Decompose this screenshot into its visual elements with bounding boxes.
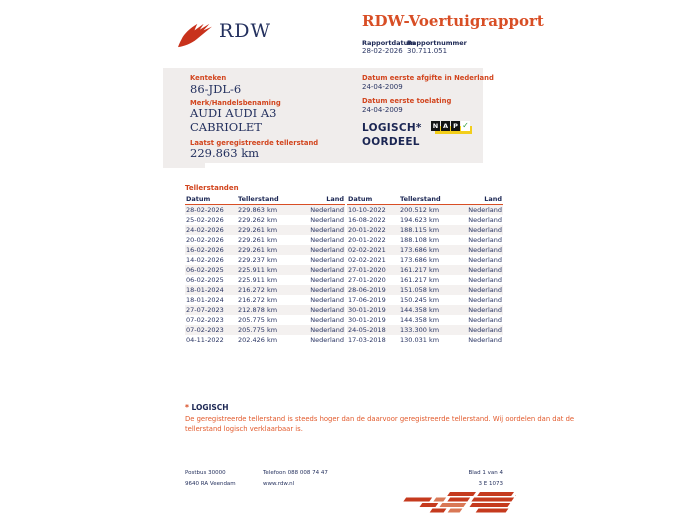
cell-datum: 02-02-2021 <box>348 246 386 254</box>
oordeel-line1: LOGISCH* <box>362 122 422 134</box>
cell-tellerstand: 150.245 km <box>400 296 440 304</box>
column-header-datum: Datum <box>186 195 211 203</box>
cell-land: Nederland <box>468 296 502 304</box>
cell-datum: 30-01-2019 <box>348 316 386 324</box>
column-header-land: Land <box>484 195 502 203</box>
tellerstanden-section-title: Tellerstanden <box>185 184 239 192</box>
table-row <box>347 255 503 265</box>
table-row <box>185 255 345 265</box>
table-body-right <box>347 205 503 345</box>
table-row <box>185 225 345 235</box>
cell-datum: 06-02-2025 <box>186 266 224 274</box>
cell-datum: 14-02-2026 <box>186 256 224 264</box>
rapportdatum-value: 28-02-2026 <box>362 47 403 55</box>
cell-datum: 28-02-2026 <box>186 206 224 214</box>
cell-tellerstand: 173.686 km <box>400 256 440 264</box>
cell-land: Nederland <box>468 256 502 264</box>
table-row <box>185 285 345 295</box>
cell-datum: 06-02-2025 <box>186 276 224 284</box>
table-row <box>347 245 503 255</box>
cell-datum: 30-01-2019 <box>348 306 386 314</box>
footer-address-line1: Postbus 30000 <box>185 470 226 476</box>
cell-tellerstand: 229.261 km <box>238 226 278 234</box>
cell-datum: 24-02-2026 <box>186 226 224 234</box>
cell-tellerstand: 151.058 km <box>400 286 440 294</box>
cell-datum: 27-07-2023 <box>186 306 224 314</box>
cell-datum: 10-10-2022 <box>348 206 386 214</box>
merk-value-line2: CABRIOLET <box>190 120 262 134</box>
cell-tellerstand: 216.272 km <box>238 296 278 304</box>
page-title: RDW-Voertuigrapport <box>362 12 544 30</box>
cell-tellerstand: 188.115 km <box>400 226 440 234</box>
cell-datum: 25-02-2026 <box>186 216 224 224</box>
cell-land: Nederland <box>310 296 344 304</box>
cell-land: Nederland <box>310 286 344 294</box>
cell-datum: 27-01-2020 <box>348 266 386 274</box>
cell-tellerstand: 205.775 km <box>238 316 278 324</box>
table-row <box>185 245 345 255</box>
footnote-title <box>185 403 229 412</box>
cell-datum: 07-02-2023 <box>186 316 224 324</box>
footer-page-number: Blad 1 van 4 <box>468 470 503 476</box>
table-row <box>185 205 345 215</box>
table-row <box>347 285 503 295</box>
kenteken-value: 86-JDL-6 <box>190 82 242 96</box>
table-row <box>185 265 345 275</box>
cell-land: Nederland <box>468 306 502 314</box>
cell-land: Nederland <box>468 266 502 274</box>
cell-land: Nederland <box>468 226 502 234</box>
tellerstanden-table-right <box>347 193 503 345</box>
cell-land: Nederland <box>468 326 502 334</box>
footer-phone: Telefoon 088 008 74 47 <box>263 470 328 476</box>
cell-tellerstand: 144.358 km <box>400 316 440 324</box>
cell-tellerstand: 229.237 km <box>238 256 278 264</box>
table-row <box>347 325 503 335</box>
table-row <box>185 305 345 315</box>
cell-tellerstand: 144.358 km <box>400 306 440 314</box>
cell-datum: 02-02-2021 <box>348 256 386 264</box>
cell-tellerstand: 161.217 km <box>400 266 440 274</box>
table-row <box>347 295 503 305</box>
nap-tile-n: N <box>432 121 439 130</box>
footer-website: www.rdw.nl <box>263 481 295 487</box>
column-header-datum: Datum <box>348 195 373 203</box>
rapportnummer-value: 30.711.051 <box>407 47 448 55</box>
table-row <box>347 235 503 245</box>
table-row <box>185 335 345 345</box>
cell-datum: 20-01-2022 <box>348 236 386 244</box>
cell-tellerstand: 205.775 km <box>238 326 278 334</box>
toelating-value: 24-04-2009 <box>362 106 403 114</box>
cell-datum: 27-01-2020 <box>348 276 386 284</box>
cell-land: Nederland <box>468 276 502 284</box>
column-header-tellerstand: Tellerstand <box>400 195 441 203</box>
tellerstanden-table-left <box>185 193 345 345</box>
laatst-tellerstand-label: Laatst geregistreerde tellerstand <box>190 139 319 147</box>
footnote-asterisk: * <box>185 403 192 412</box>
cell-land: Nederland <box>468 316 502 324</box>
table-row <box>347 215 503 225</box>
cell-tellerstand: 202.426 km <box>238 336 278 344</box>
rapportdatum-label: Rapportdatum <box>362 39 416 47</box>
cell-datum: 18-01-2024 <box>186 286 224 294</box>
table-row <box>185 275 345 285</box>
cell-land: Nederland <box>310 206 344 214</box>
cell-tellerstand: 229.262 km <box>238 216 278 224</box>
cell-tellerstand: 200.512 km <box>400 206 440 214</box>
table-row <box>185 215 345 225</box>
nap-checkmark-icon: ✓ <box>462 121 469 130</box>
kenteken-label: Kenteken <box>190 74 227 82</box>
cell-tellerstand: 225.911 km <box>238 276 278 284</box>
cell-land: Nederland <box>310 246 344 254</box>
rdw-wing-icon <box>176 23 214 48</box>
cell-land: Nederland <box>310 306 344 314</box>
cell-tellerstand: 229.863 km <box>238 206 278 214</box>
cell-datum: 17-03-2018 <box>348 336 386 344</box>
rdw-logo-text: RDW <box>219 20 272 42</box>
nap-tile-a: A <box>442 121 449 130</box>
cell-tellerstand: 130.031 km <box>400 336 440 344</box>
afgifte-label: Datum eerste afgifte in Nederland <box>362 74 494 82</box>
toelating-label: Datum eerste toelating <box>362 97 452 105</box>
table-header-row <box>347 193 503 205</box>
table-row <box>347 315 503 325</box>
merk-value-line1: AUDI AUDI A3 <box>190 106 277 120</box>
cell-tellerstand: 133.300 km <box>400 326 440 334</box>
column-header-tellerstand: Tellerstand <box>238 195 279 203</box>
cell-tellerstand: 216.272 km <box>238 286 278 294</box>
table-header-row <box>185 193 345 205</box>
cell-datum: 04-11-2022 <box>186 336 224 344</box>
cell-land: Nederland <box>468 336 502 344</box>
table-row <box>347 225 503 235</box>
cell-land: Nederland <box>310 326 344 334</box>
cell-tellerstand: 173.686 km <box>400 246 440 254</box>
nap-logo <box>431 121 475 137</box>
table-body-left <box>185 205 345 345</box>
cell-datum: 17-06-2019 <box>348 296 386 304</box>
merk-label: Merk/Handelsbenaming <box>190 99 281 107</box>
footer-form-code: 3 E 1073 <box>478 481 503 487</box>
footer-address-line2: 9640 RA Veendam <box>185 481 236 487</box>
cell-tellerstand: 212.878 km <box>238 306 278 314</box>
footnote-title-text: LOGISCH <box>191 403 229 412</box>
cell-land: Nederland <box>468 236 502 244</box>
table-row <box>347 275 503 285</box>
cell-datum: 28-06-2019 <box>348 286 386 294</box>
cell-datum: 20-02-2026 <box>186 236 224 244</box>
table-row <box>347 205 503 215</box>
cell-tellerstand: 229.261 km <box>238 236 278 244</box>
speed-stripes-graphic <box>386 492 516 514</box>
cell-tellerstand: 229.261 km <box>238 246 278 254</box>
table-row <box>185 295 345 305</box>
cell-land: Nederland <box>310 336 344 344</box>
table-row <box>347 265 503 275</box>
oordeel-line2: OORDEEL <box>362 136 420 148</box>
panel-notch <box>163 163 205 168</box>
afgifte-value: 24-04-2009 <box>362 83 403 91</box>
table-row <box>185 315 345 325</box>
footnote-line2: tellerstand logisch verklaarbaar is. <box>185 425 303 433</box>
cell-land: Nederland <box>468 206 502 214</box>
cell-land: Nederland <box>468 246 502 254</box>
cell-tellerstand: 161.217 km <box>400 276 440 284</box>
rapportnummer-label: Rapportnummer <box>407 39 467 47</box>
cell-land: Nederland <box>310 236 344 244</box>
table-row <box>185 325 345 335</box>
column-header-land: Land <box>326 195 344 203</box>
cell-land: Nederland <box>310 226 344 234</box>
nap-tile-p: P <box>451 121 460 131</box>
cell-land: Nederland <box>468 216 502 224</box>
cell-datum: 16-02-2026 <box>186 246 224 254</box>
cell-tellerstand: 188.108 km <box>400 236 440 244</box>
cell-datum: 16-08-2022 <box>348 216 386 224</box>
cell-tellerstand: 225.911 km <box>238 266 278 274</box>
cell-tellerstand: 194.623 km <box>400 216 440 224</box>
cell-datum: 07-02-2023 <box>186 326 224 334</box>
cell-land: Nederland <box>310 266 344 274</box>
table-row <box>347 335 503 345</box>
table-row <box>185 235 345 245</box>
cell-datum: 20-01-2022 <box>348 226 386 234</box>
cell-land: Nederland <box>310 216 344 224</box>
cell-land: Nederland <box>310 316 344 324</box>
cell-land: Nederland <box>468 286 502 294</box>
cell-land: Nederland <box>310 276 344 284</box>
table-row <box>347 305 503 315</box>
cell-land: Nederland <box>310 256 344 264</box>
laatst-tellerstand-value: 229.863 km <box>190 146 260 160</box>
footnote-line1: De geregistreerde tellerstand is steeds hoger dan de daarvoor geregistreerde tellerstand. Wij oordelen dan dat de <box>185 415 575 423</box>
cell-datum: 24-05-2018 <box>348 326 386 334</box>
cell-datum: 18-01-2024 <box>186 296 224 304</box>
